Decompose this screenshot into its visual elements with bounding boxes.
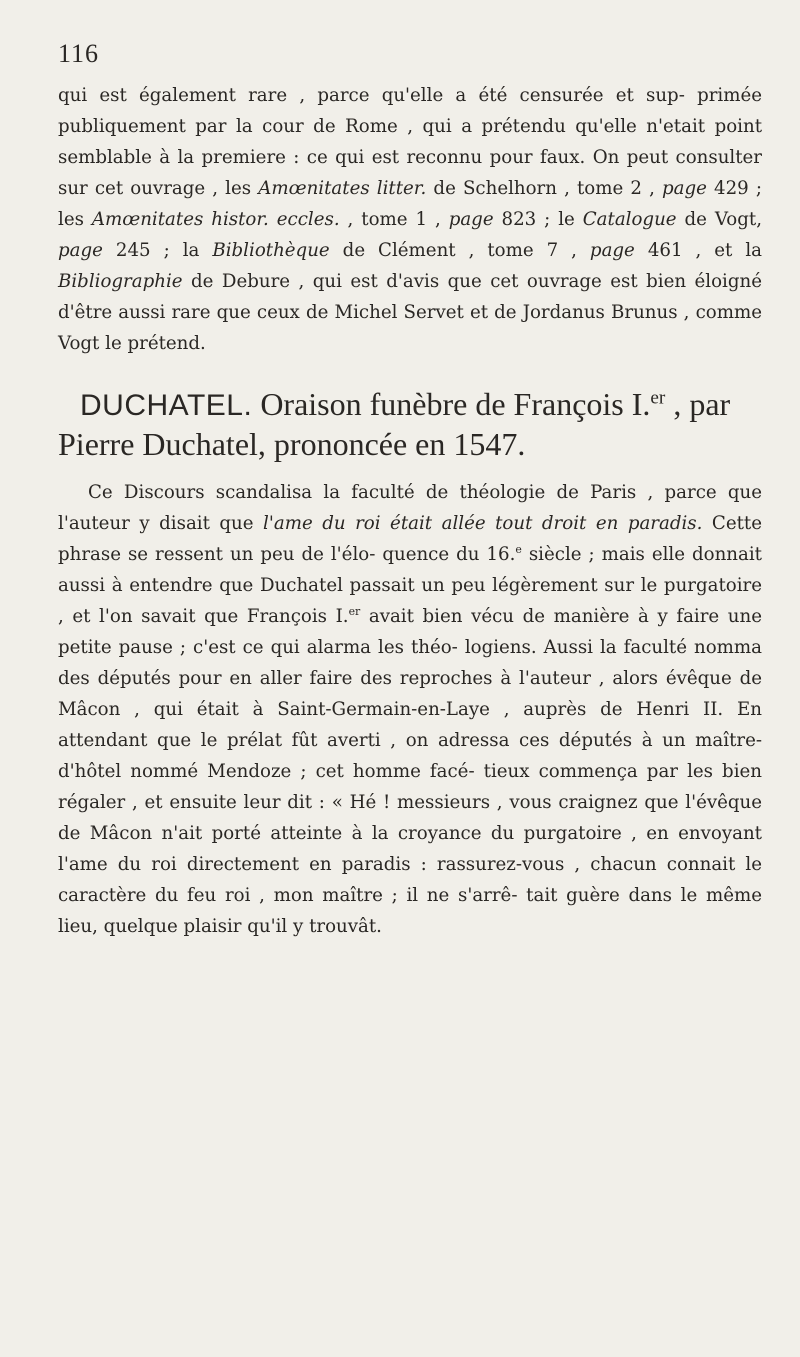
text-run: , tome 1 , bbox=[339, 209, 449, 230]
entry-title-text: , par Pierre Duchatel, prononcée en 1547. bbox=[58, 386, 731, 462]
italic-title: Catalogue bbox=[582, 209, 677, 230]
text-run: Ce Discours scandalisa la faculté de théologie de Paris , parce que l'auteur y disait que bbox=[58, 482, 762, 534]
continuation-paragraph bbox=[58, 80, 762, 359]
text-run: 823 ; le bbox=[493, 209, 583, 230]
superscript: e bbox=[515, 542, 522, 556]
italic-quote: l'ame du roi était allée tout droit en paradis. bbox=[263, 513, 703, 534]
text-run: 461 , et la bbox=[634, 240, 762, 261]
text-run: siècle ; mais elle donnait aussi à entendre que Duchatel passait un peu légèrement sur le purgatoire , et l'on savait que François I. bbox=[58, 544, 762, 627]
italic-word: page bbox=[58, 240, 103, 261]
italic-word: page bbox=[589, 240, 635, 261]
superscript: er bbox=[650, 387, 666, 409]
text-run: de Debure , qui est d'avis que cet ouvrage est bien éloigné d'être aussi rare que ceux de Michel Servet et de Jordanus Brunus , comme Vogt le prétend. bbox=[58, 271, 762, 354]
superscript: er bbox=[348, 604, 361, 618]
text-run: 245 ; la bbox=[102, 240, 213, 261]
page-number: 116 bbox=[58, 39, 100, 68]
entry-title-text: Oraison funèbre de François I. bbox=[252, 386, 651, 422]
text-run: de Vogt, bbox=[676, 209, 762, 230]
italic-title: Amœnitates histor. eccles. bbox=[91, 209, 340, 230]
text-run: avait bien vécu de manière à y faire une petite pause ; c'est ce qui alarma les théo- logiens. Aussi la faculté nomma des députés pour en aller faire des reproches à l'auteur , alors évêque de Mâcon , qui était à Saint-Germain-en-Laye , auprès de Henri II. En attendant que le prélat fût averti , on adressa ces députés à un maître-d'hôtel nommé Mendoze ; cet homme facé- tieux commença par les bien régaler , et ensuite leur dit : « Hé ! messieurs , vous craignez que l'évêque de Mâcon n'ait porté atteinte à la croyance du purgatoire , en envoyant l'ame du roi directement en paradis : rassurez-vous , chacun connait le caractère du feu roi , mon maître ; il ne s'arrê- tait guère dans le même lieu, quelque plaisir qu'il y trouvât. bbox=[58, 606, 762, 937]
text-run: Cette phrase se ressent un peu de l'élo- quence du 16. bbox=[58, 513, 762, 565]
text-run: de Clément , tome 7 , bbox=[329, 240, 590, 261]
italic-word: page bbox=[448, 209, 494, 230]
entry-author: DUCHATEL. bbox=[80, 389, 253, 422]
italic-title: Amœnitates litter. bbox=[258, 178, 427, 199]
entry-heading bbox=[58, 385, 762, 463]
italic-title: Bibliographie bbox=[58, 271, 183, 292]
entry-body-paragraph bbox=[58, 477, 762, 942]
italic-word: page bbox=[662, 178, 707, 199]
text-run: de Schelhorn , tome 2 , bbox=[426, 178, 662, 199]
italic-title: Bibliothèque bbox=[212, 240, 330, 261]
text-run: qui est également rare , parce qu'elle a été censurée et sup- primée publiquement par la cour de Rome , qui a prétendu qu'elle n'etait point semblable à la premiere : ce qui est reconnu pour faux. On peut consulter sur cet ouvrage , les bbox=[58, 85, 762, 199]
text-run: 429 ; les bbox=[58, 178, 763, 230]
